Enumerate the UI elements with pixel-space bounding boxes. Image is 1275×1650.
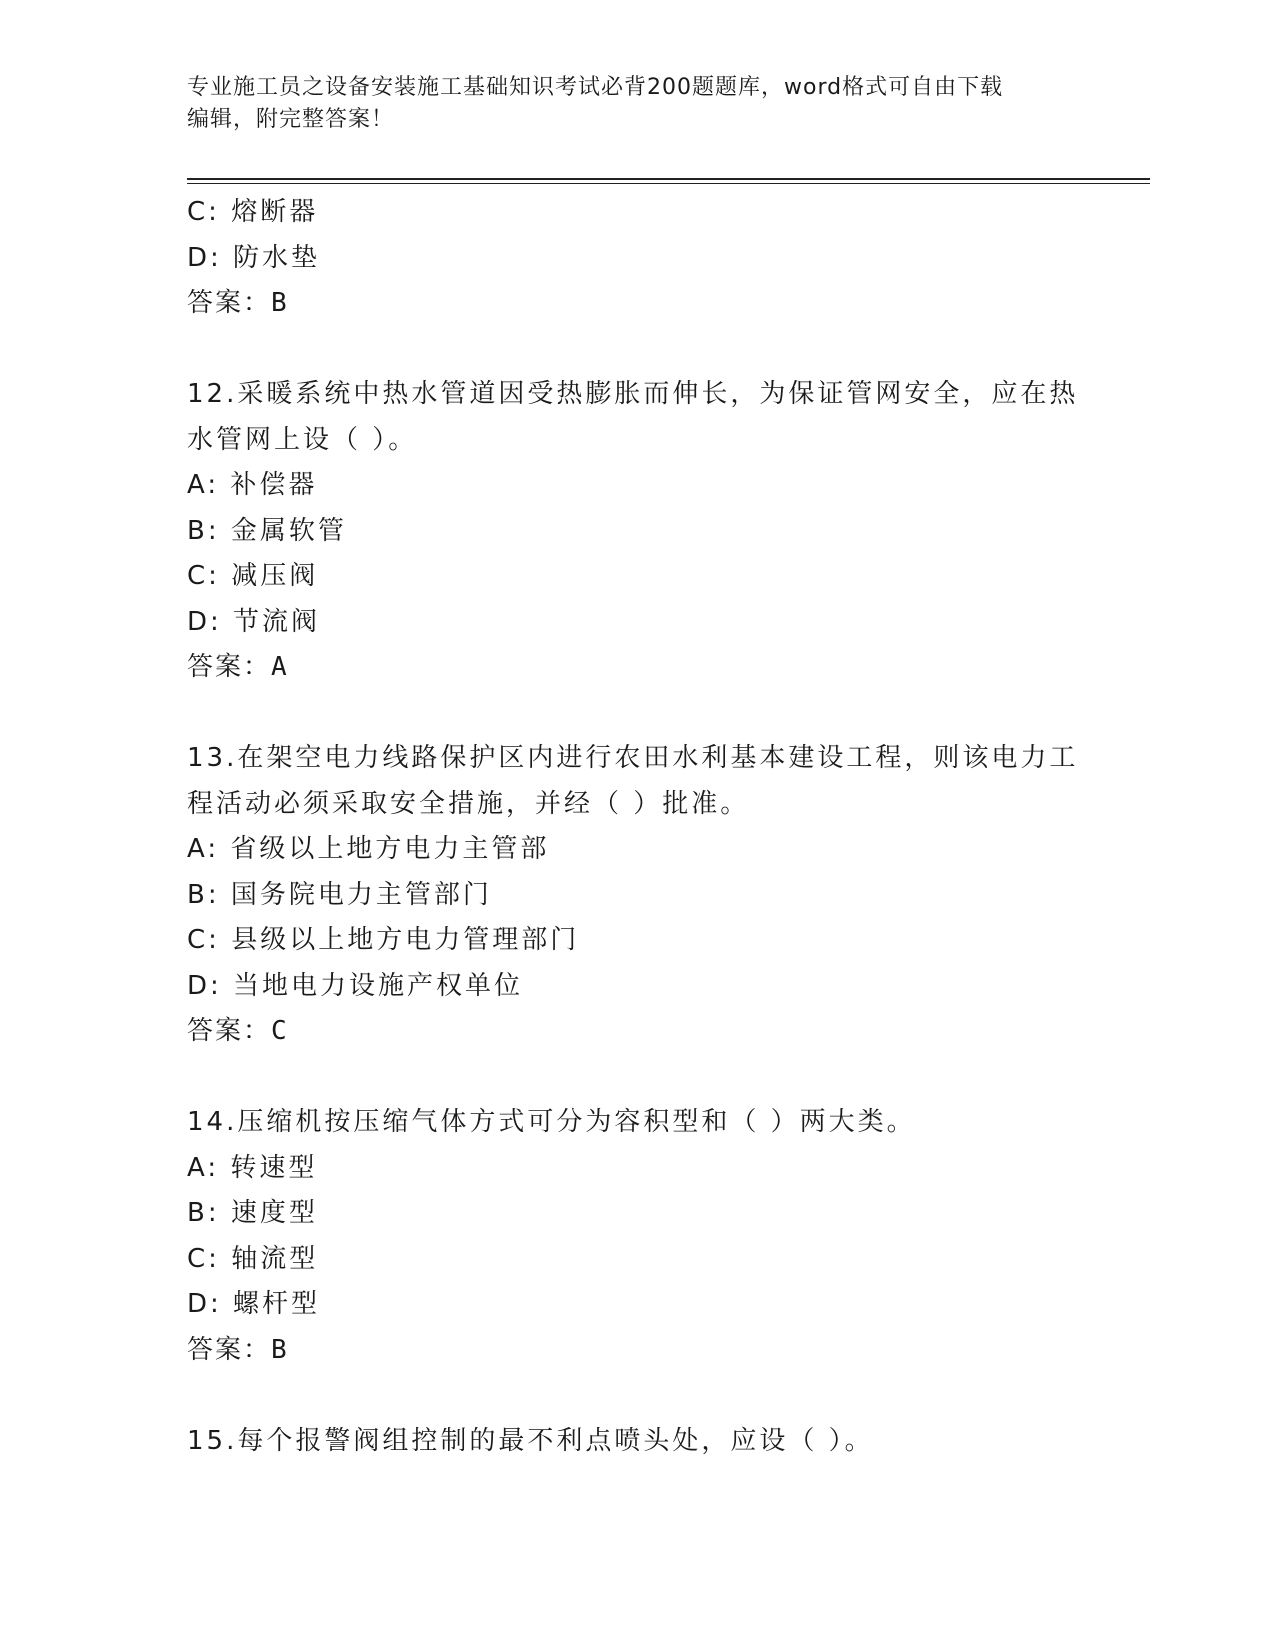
header-rule-thick xyxy=(187,178,1150,180)
question-stem-line: 14.压缩机按压缩气体方式可分为容积型和（ ）两大类。 xyxy=(187,1107,916,1137)
question-list xyxy=(187,190,1087,1464)
option-c: C: 熔断器 xyxy=(187,197,319,227)
question-stem-line: 13.在架空电力线路保护区内进行农田水利基本建设工程，则该电力工 xyxy=(187,743,1079,773)
option-d: D: 防水垫 xyxy=(187,242,321,273)
header-rule-thin xyxy=(187,183,1150,184)
option-c: C: 轴流型 xyxy=(187,1243,319,1274)
option-d: D: 当地电力设施产权单位 xyxy=(187,970,524,1001)
option-d: D: 螺杆型 xyxy=(187,1289,321,1319)
header-line-2: 编辑，附完整答案！ xyxy=(187,107,395,132)
option-a: A: 转速型 xyxy=(187,1152,318,1183)
answer-line: 答案：B xyxy=(187,1334,288,1365)
question-stem-line: 水管网上设（ ）。 xyxy=(187,424,418,455)
option-a: A: 补偿器 xyxy=(187,470,318,500)
header-line-1: 专业施工员之设备安装施工基础知识考试必背200题题库，word格式可自由下载 xyxy=(187,75,1004,100)
option-b: B: 速度型 xyxy=(187,1198,318,1228)
question-14 xyxy=(187,1100,1087,1373)
question-15 xyxy=(187,1419,1087,1465)
answer-line: 答案：B xyxy=(187,288,288,318)
spacer xyxy=(187,327,1087,373)
question-stem-line: 12.采暖系统中热水管道因受热膨胀而伸长，为保证管网安全，应在热 xyxy=(187,379,1079,409)
option-b: B: 金属软管 xyxy=(187,515,347,546)
question-13 xyxy=(187,736,1087,1055)
option-c: C: 减压阀 xyxy=(187,561,319,591)
option-c: C: 县级以上地方电力管理部门 xyxy=(187,925,580,955)
question-11-partial xyxy=(187,190,1087,327)
option-d: D: 节流阀 xyxy=(187,606,321,637)
question-stem-line: 15.每个报警阀组控制的最不利点喷头处，应设（ ）。 xyxy=(187,1425,874,1456)
answer-line: 答案：A xyxy=(187,652,288,682)
spacer xyxy=(187,691,1087,737)
spacer xyxy=(187,1373,1087,1419)
option-b: B: 国务院电力主管部门 xyxy=(187,879,492,910)
spacer xyxy=(187,1055,1087,1101)
question-stem-line: 程活动必须采取安全措施，并经（ ）批准。 xyxy=(187,788,750,819)
question-12 xyxy=(187,372,1087,691)
option-a: A: 省级以上地方电力主管部 xyxy=(187,834,550,864)
document-header xyxy=(187,72,1067,136)
answer-line: 答案：C xyxy=(187,1016,288,1046)
